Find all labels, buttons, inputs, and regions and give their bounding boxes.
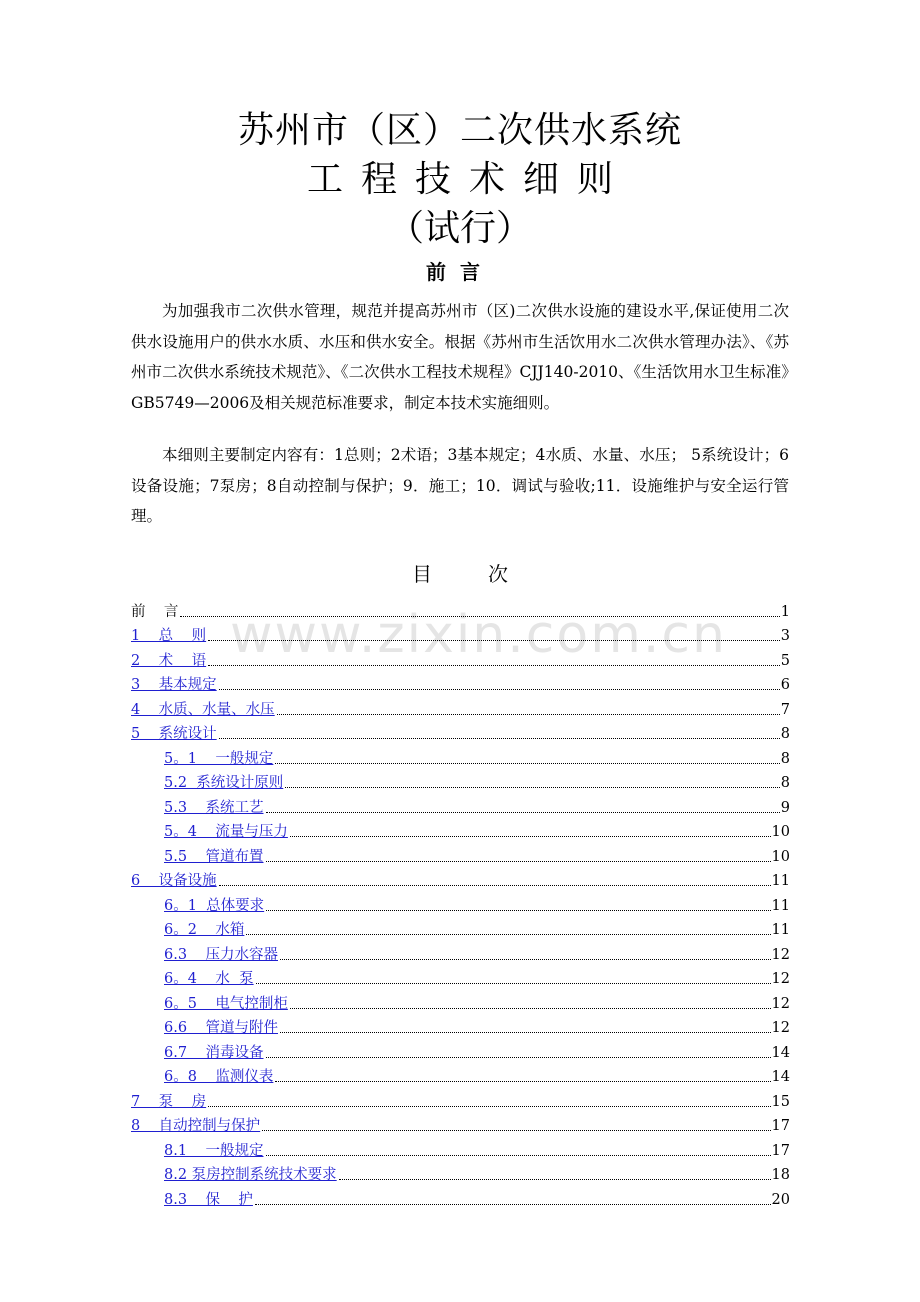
toc-page-number: 12	[771, 971, 790, 987]
toc-page-number: 3	[780, 628, 790, 644]
toc-page-number: 18	[771, 1167, 790, 1183]
toc-leader-dots	[290, 835, 771, 837]
toc-entry[interactable]	[131, 1184, 790, 1209]
toc-entry[interactable]	[131, 645, 790, 670]
toc-entry[interactable]	[131, 670, 790, 695]
toc-entry-link[interactable]: 5.2 系统设计原则	[164, 775, 284, 791]
toc-entry-link[interactable]: 6.3 压力水容器	[164, 946, 278, 963]
toc-heading	[0, 558, 920, 587]
toc-leader-dots	[266, 860, 771, 862]
toc-page-number: 1	[780, 603, 790, 620]
toc-leader-dots	[256, 982, 771, 984]
toc-page-number: 11	[771, 922, 790, 938]
preface-paragraph: 为加强我市二次供水管理，规范并提高苏州市（区)二次供水设施的建设水平,保证使用二次供水设施用户的供水水质、水压和供水安全。根据《苏州市生活饮用水二次供水管理办法》、《苏州市二次供水系统技术规范》、《二次供水工程技术规程》CJJ140-2010、《生活饮用水卫生标准》GB5749—2006及相关规范标准要求，制定本技术实施细则。	[131, 302, 789, 412]
toc-entry-link[interactable]: 8 自动控制与保护	[131, 1118, 261, 1134]
toc-entry[interactable]	[131, 939, 790, 964]
toc-page-number: 10	[771, 848, 790, 865]
toc-leader-dots	[280, 1031, 771, 1033]
toc-entry-link[interactable]: 1 总 则	[131, 628, 207, 644]
toc-leader-dots	[275, 762, 779, 764]
toc-page-number: 17	[771, 1118, 790, 1134]
toc-page-number: 5	[780, 652, 790, 669]
toc-entry-link[interactable]: 6。5 电气控制柜	[164, 995, 288, 1012]
toc-page-number: 12	[771, 995, 790, 1012]
toc-entry[interactable]	[131, 964, 790, 989]
toc-entry-link[interactable]: 6 设备设施	[131, 873, 217, 889]
toc-leader-dots	[290, 1007, 771, 1009]
toc-entry-link[interactable]: 5 系统设计	[131, 726, 217, 742]
toc-entry-link[interactable]: 8.3 保 护	[164, 1191, 253, 1208]
toc-leader-dots	[266, 909, 770, 911]
toc-page-number: 8	[780, 750, 790, 767]
toc-entry-link[interactable]: 5.3 系统工艺	[164, 799, 264, 816]
toc-page-number: 11	[771, 897, 790, 914]
toc-page-number: 14	[771, 1044, 790, 1061]
toc-leader-dots	[285, 786, 779, 788]
table-of-contents	[131, 596, 790, 1209]
toc-leader-dots	[180, 615, 779, 617]
toc-page-number: 8	[780, 726, 790, 742]
toc-entry-link[interactable]: 6。8 监测仪表	[164, 1069, 274, 1085]
toc-entry-link[interactable]: 3 基本规定	[131, 677, 217, 693]
toc-entry[interactable]	[131, 1086, 790, 1111]
toc-entry-link[interactable]: 5。4 流量与压力	[164, 824, 288, 840]
document-subtitle: 工程技术细则	[306, 159, 631, 200]
toc-entry[interactable]	[131, 866, 790, 891]
toc-entry[interactable]	[131, 890, 790, 915]
toc-leader-dots	[246, 933, 770, 935]
toc-leader-dots	[266, 811, 780, 813]
toc-leader-dots	[219, 688, 780, 690]
toc-page-number: 17	[771, 1142, 790, 1159]
toc-leader-dots	[208, 664, 780, 666]
toc-page-number: 15	[771, 1093, 790, 1110]
toc-entry[interactable]	[131, 841, 790, 866]
document-title: 苏州市（区）二次供水系统	[237, 110, 682, 151]
toc-page-number: 10	[771, 824, 790, 840]
toc-leader-dots	[219, 737, 780, 739]
toc-entry[interactable]	[131, 1013, 790, 1038]
toc-entry-link[interactable]: 6.7 消毒设备	[164, 1044, 264, 1061]
toc-page-number: 9	[780, 799, 790, 816]
toc-heading-text: 目次	[412, 562, 564, 586]
toc-entry[interactable]	[131, 1135, 790, 1160]
toc-entry-link[interactable]: 2 术 语	[131, 652, 207, 669]
toc-page-number: 12	[771, 946, 790, 963]
toc-entry-link[interactable]: 6。4 水 泵	[164, 971, 254, 987]
toc-entry-link[interactable]: 6.6 管道与附件	[164, 1020, 278, 1036]
preface-paragraph: 本细则主要制定内容有：1总则；2术语；3基本规定；4水质、水量、水压； 5系统设计；6设备设施；7泵房；8自动控制与保护；9．施工；10．调试与验收;11．设施维护与安全运行管理。	[131, 446, 789, 525]
toc-entry[interactable]	[131, 792, 790, 817]
toc-entry[interactable]	[131, 915, 790, 940]
toc-leader-dots	[277, 713, 780, 715]
toc-entry-label: 前 言	[131, 603, 179, 620]
toc-entry[interactable]	[131, 988, 790, 1013]
toc-entry-link[interactable]: 8.2 泵房控制系统技术要求	[164, 1167, 337, 1183]
toc-entry-link[interactable]: 5。1 一般规定	[164, 750, 274, 767]
toc-leader-dots	[208, 639, 780, 641]
toc-leader-dots	[275, 1080, 770, 1082]
toc-page-number: 11	[771, 873, 790, 889]
toc-entry[interactable]	[131, 768, 790, 793]
toc-page-number: 20	[771, 1191, 790, 1208]
toc-page-number: 6	[780, 677, 790, 693]
toc-leader-dots	[339, 1178, 771, 1180]
toc-entry[interactable]	[131, 743, 790, 768]
watermark: www.zixin.com.cn	[230, 605, 727, 665]
toc-entry-link[interactable]: 8.1 一般规定	[164, 1142, 264, 1159]
toc-entry[interactable]	[131, 1062, 790, 1087]
toc-page-number: 8	[780, 775, 790, 791]
toc-page-number: 14	[771, 1069, 790, 1085]
toc-entry[interactable]	[131, 719, 790, 744]
toc-leader-dots	[208, 1105, 770, 1107]
toc-entry[interactable]	[131, 1111, 790, 1136]
toc-entry[interactable]	[131, 1160, 790, 1185]
toc-entry-link[interactable]: 4 水质、水量、水压	[131, 701, 275, 718]
toc-entry-link[interactable]: 6。2 水箱	[164, 922, 245, 938]
toc-leader-dots	[262, 1129, 770, 1131]
toc-leader-dots	[219, 884, 771, 886]
toc-entry[interactable]	[131, 817, 790, 842]
toc-page-number: 12	[771, 1020, 790, 1036]
toc-leader-dots	[266, 1154, 771, 1156]
toc-entry-link[interactable]: 6。1 总体要求	[164, 897, 265, 914]
toc-entry[interactable]	[131, 694, 790, 719]
toc-leader-dots	[255, 1203, 771, 1205]
preface-heading: 前言	[426, 260, 494, 284]
toc-entry[interactable]	[131, 621, 790, 646]
toc-entry-link[interactable]: 5.5 管道布置	[164, 848, 264, 865]
toc-leader-dots	[266, 1056, 771, 1058]
document-trial-note: （试行）	[387, 208, 532, 249]
toc-page-number: 7	[780, 701, 790, 718]
toc-leader-dots	[280, 958, 771, 960]
toc-entry-link[interactable]: 7 泵 房	[131, 1093, 207, 1110]
toc-entry	[131, 596, 790, 621]
toc-entry[interactable]	[131, 1037, 790, 1062]
